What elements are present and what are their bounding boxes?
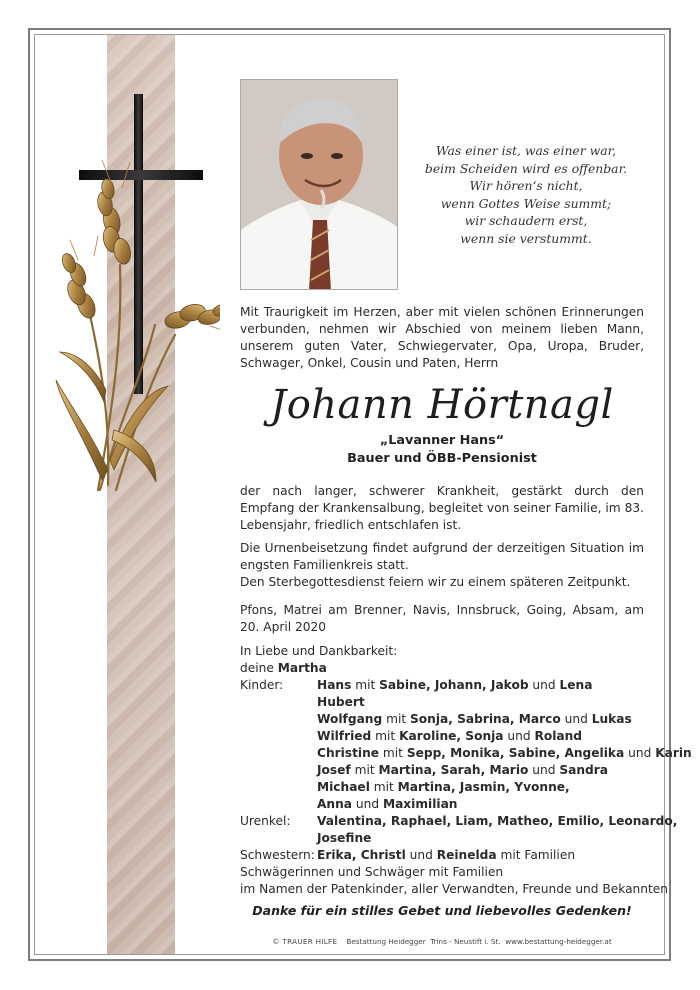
text-run: und [352,797,383,811]
schwestern-line [317,847,575,864]
kinder-label: Kinder: [240,678,284,692]
text-run: mit [351,678,380,692]
portrait-photo [240,79,398,290]
text-run: und [503,729,535,743]
text-run: mit Familien [496,848,576,862]
poem-line: beim Scheiden wird es offenbar. [424,160,628,176]
text-run: mit [379,746,407,760]
poem-line: wenn Gottes Weise summt; [440,195,612,211]
urenkel-row [240,813,678,830]
cross-with-wheat-icon [50,90,220,500]
text-run: Lena [559,678,593,692]
wife-name: Martha [277,661,327,675]
occupation: Bauer und ÖBB-Pensionist [347,451,537,466]
text-run: Maximilian [382,797,458,811]
text-run: Josefine [317,831,372,845]
kinder-row [240,677,644,694]
footer-brand: © TRAUER HILFE [272,937,338,946]
text-run: Reinelda [436,848,497,862]
text-run: Wilfried [317,729,372,743]
poem [410,142,642,248]
text-run: Sonja, Sabrina, Marco [410,712,561,726]
nickname: „Lavanner Hans“ [379,433,505,448]
text-run: Sandra [559,763,608,777]
family-section [240,643,692,898]
text-run: Karin [655,746,692,760]
kinder-line [317,711,632,728]
urenkel-line [317,813,677,830]
closing-line: Danke für ein stilles Gebet und liebevolles Gedenken! [252,903,632,918]
wife-row [240,660,644,677]
kinder-line [317,745,692,762]
kinder-line [317,728,582,745]
schwaeger-row: Schwägerinnen und Schwäger mit Familien [240,865,504,879]
text-run: Wolfgang [317,712,383,726]
text-run: und [560,712,592,726]
urn-paragraph: Die Urnenbeisetzung findet aufgrund der derzeitigen Situation im engsten Familienkreis statt. [240,541,644,572]
deceased-name: Johann Hörtnagl [270,382,614,428]
kinder-line [317,677,592,694]
text-run: Christine [317,746,380,760]
text-run: Sabine, Johann, Jakob [379,678,529,692]
text-run: mit [382,712,411,726]
text-run: Hans [317,678,352,692]
urenkel-line [317,830,371,847]
service-paragraph: Den Sterbegottesdienst feiern wir zu einem späteren Zeitpunkt. [240,575,631,589]
text-run: mit [371,729,400,743]
text-run: Martina, Jasmin, Yvonne, [397,780,570,794]
kinder-line [317,796,457,813]
kinder-line [317,779,570,796]
text-run: mit [350,763,379,777]
text-run: Josef [317,763,351,777]
family-intro: In Liebe und Dankbarkeit: [240,644,398,658]
poem-line: Wir hören‘s nicht, [469,178,583,194]
kinder-line [317,694,365,711]
poem-line: Was einer ist, was einer war, [435,143,617,158]
text-run: Martina, Sarah, Mario [378,763,529,777]
text-run: und [528,763,560,777]
text-run: Lukas [591,712,632,726]
text-run: Karoline, Sonja [399,729,504,743]
text-run: Anna [317,797,353,811]
text-run: Erika, Christl [317,848,406,862]
footer-undertaker: Bestattung Heidegger Trins - Neustift i. St. www.bestattung-heidegger.at [346,937,612,946]
text-run: mit [369,780,398,794]
text-run: Michael [317,780,370,794]
urenkel-label: Urenkel: [240,814,291,828]
text-run: Sepp, Monika, Sabine, Angelika [406,746,625,760]
wife-prefix: deine [240,661,274,675]
intro-paragraph: Mit Traurigkeit im Herzen, aber mit vielen schönen Erinnerungen verbunden, nehmen wir Abschied von meinem lieben Mann, unserem guten Vater, Schwiegervater, Opa, Uropa, Bruder, Schwager, Onkel, Cousin und Paten, Herrn [240,305,644,370]
kinder-line [317,762,608,779]
footer [240,937,644,946]
poem-line: wenn sie verstummt. [460,230,592,246]
text-run: Valentina, Raphael, Liam, Matheo, Emilio, Leonardo, [317,814,678,828]
text-run: Roland [534,729,583,743]
paten-row: im Namen der Patenkinder, aller Verwandten, Freunde und Bekannten [240,882,669,896]
text-run: Hubert [317,695,365,709]
schwestern-row [240,847,644,864]
death-paragraph: der nach langer, schwerer Krankheit, gestärkt durch den Empfang der Krankensalbung, begleitet von seiner Familie, im 83. Lebensjahr, friedlich entschlafen ist. [240,484,644,532]
poem-line: wir schaudern erst, [464,213,588,229]
text-run: und [528,678,560,692]
text-run: und [405,848,437,862]
places-date: Pfons, Matrei am Brenner, Navis, Innsbruck, Going, Absam, am 20. April 2020 [240,603,644,634]
text-run: und [624,746,656,760]
schwestern-label: Schwestern: [240,848,315,862]
